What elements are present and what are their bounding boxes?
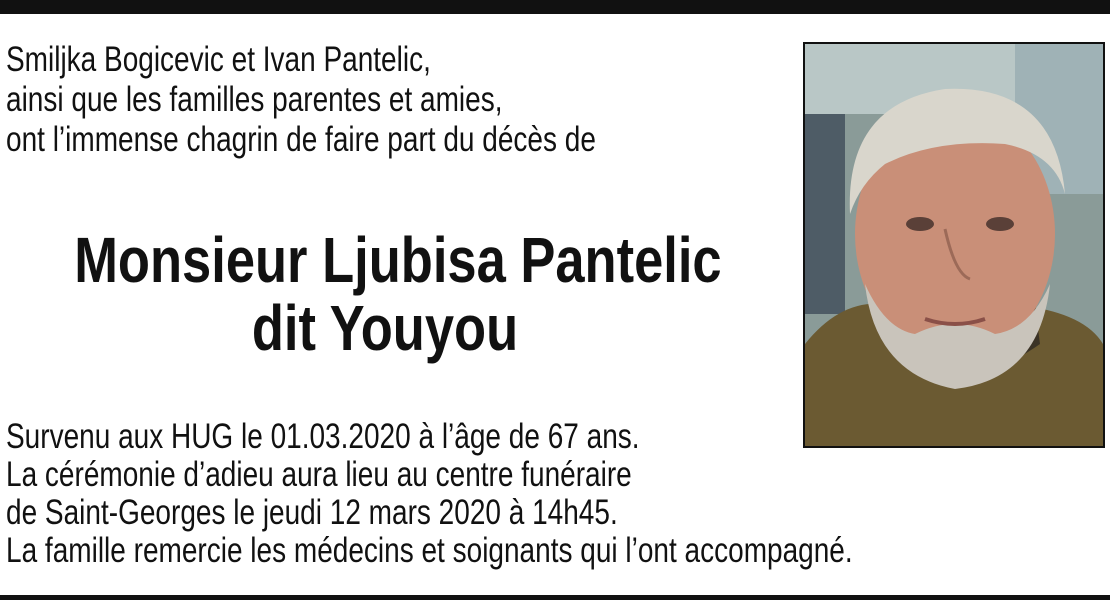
details-line-2: La cérémonie d’adieu aura lieu au centre funéraire [6, 455, 632, 494]
details-line-1: Survenu aux HUG le 01.03.2020 à l’âge de 67 ans. [6, 417, 640, 456]
portrait-illustration [805, 44, 1103, 446]
deceased-name-block [6, 226, 764, 362]
intro-line-1: Smiljka Bogicevic et Ivan Pantelic, [6, 40, 431, 79]
intro-line-3: ont l’immense chagrin de faire part du décès de [6, 120, 596, 159]
deceased-name: Monsieur Ljubisa Pantelic [74, 224, 722, 296]
announcement-intro [6, 40, 596, 160]
details-line-3: de Saint-Georges le jeudi 12 mars 2020 à 14h45. [6, 493, 618, 532]
intro-line-2: ainsi que les familles parentes et amies, [6, 80, 503, 119]
bottom-rule [0, 595, 1110, 600]
ceremony-details [6, 418, 853, 570]
top-rule [0, 0, 1110, 14]
deceased-nickname: dit Youyou [251, 292, 519, 364]
details-line-4: La famille remercie les médecins et soignants qui l’ont accompagné. [6, 531, 853, 570]
portrait-photo [803, 42, 1105, 448]
